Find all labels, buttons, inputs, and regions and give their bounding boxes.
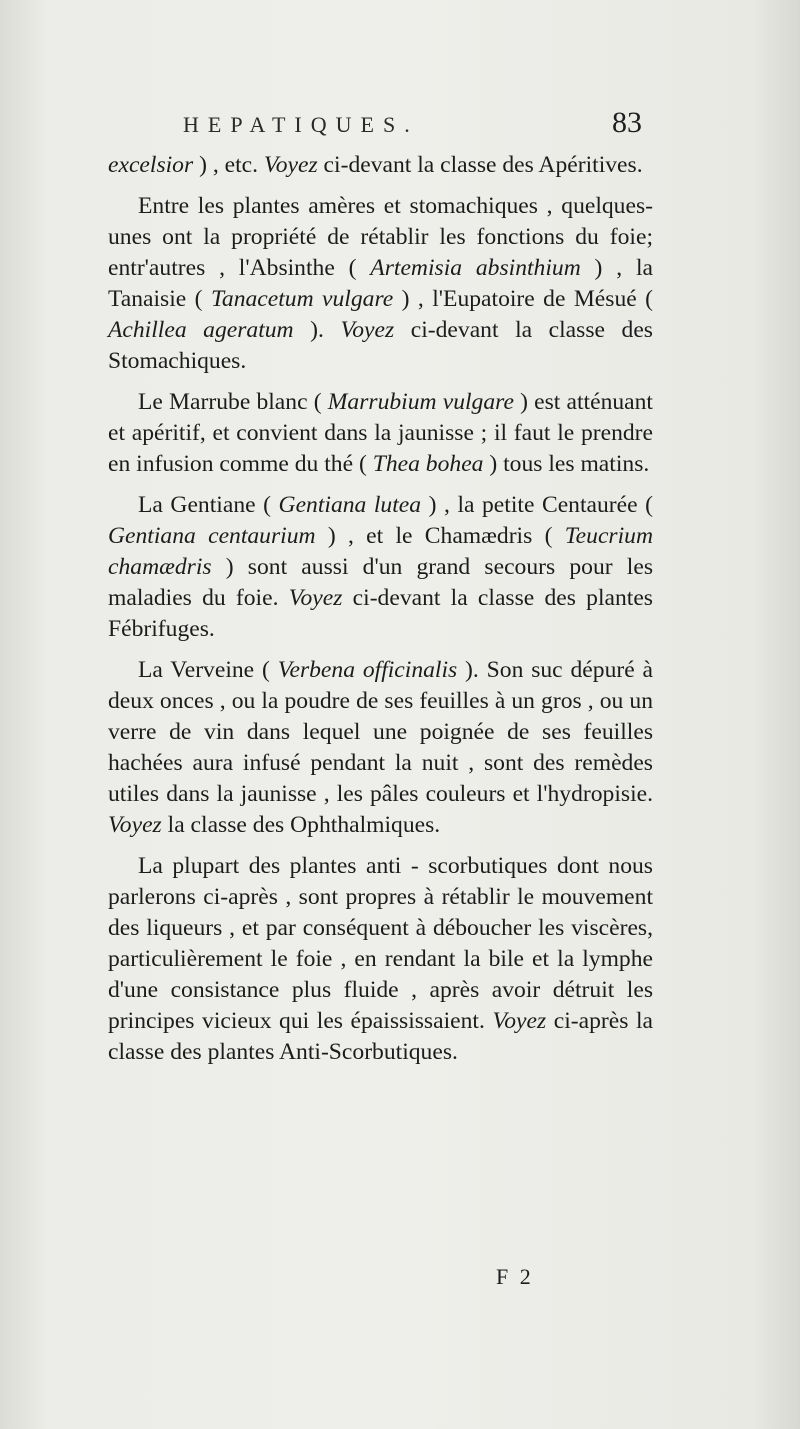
italic-term: Verbena officinalis [277,657,458,683]
italic-term: Marrubium vulgare [327,389,514,415]
text-run: ) , etc. [193,152,264,178]
italic-term: Gentiana lutea [278,492,422,518]
paragraph-gentiane [108,490,653,645]
italic-term: Achillea ageratum [108,317,294,343]
text-run: ) , la petite Centaurée ( [421,492,653,518]
text-run: ) sont aussi d'un grand secours pour les maladies du foie. [108,554,653,611]
paragraph-continuation [108,150,653,181]
italic-term: Gentiana centaurium [108,523,316,549]
italic-term: Voyez [340,317,395,343]
paragraph-marrube [108,387,653,480]
text-run: ). Son suc dépuré à deux onces , ou la poudre de ses feuilles à un gros , ou un verre de vin dans lequel une poignée de ses feuilles hachées aura infusé pendant la nuit , sont des remèdes utiles dans la jaunisse , les pâles couleurs et l'hydropisie. [108,657,654,807]
text-run: Entre les plantes amères et stomachiques , quelques-unes ont la propriété de rétablir les fonctions du foie; entr'autres , l'Absinthe ( [108,193,653,281]
text-run: la classe des Ophthalmiques. [161,812,441,838]
text-run: ci-devant la classe des Stomachiques. [108,317,653,374]
text-run: La Gentiane ( [138,492,279,518]
text-run: ci-après la classe des plantes Anti-Scorbutiques. [108,1008,653,1065]
text-run: ci-devant la classe des plantes Fébrifuges. [108,585,653,642]
italic-term: Voyez [263,152,318,178]
text-run: ) est atténuant et apéritif, et convient dans la jaunisse ; il faut le prendre en infusion comme du thé ( [108,389,653,477]
text-run: ). [293,317,341,343]
italic-term: excelsior [108,152,194,178]
text-run: ci-devant la classe des Apéritives. [317,152,643,178]
running-title: HEPATIQUES. [183,112,419,137]
italic-term: Voyez [288,585,343,611]
text-run: La plupart des plantes anti - scorbutiques dont nous parlerons ci-après , sont propres à rétablir le mouvement des liqueurs , et par conséquent à déboucher les viscères, particulièrement le foie , en rendant la bile et la lymphe d'une consistance plus fluide , après avoir détruit les principes vicieux qui les épaississaient. [108,853,653,1034]
body-text [108,150,653,1068]
paragraph-hepatic-bitters [108,191,653,377]
text-run: La Verveine ( [138,657,278,683]
text-run: ) tous les matins. [483,451,650,477]
paragraph-anti-scorbutiques [108,851,653,1068]
page-number: 83 [612,106,642,139]
italic-term: Artemisia absinthium [370,255,581,281]
italic-term: Voyez [492,1008,547,1034]
text-run: ) , et le Chamædris ( [315,523,565,549]
page-header [0,106,800,144]
italic-term: Voyez [108,812,162,838]
text-run: ) , l'Eupatoire de Mésué ( [393,286,653,312]
text-run: ) , la Tanaisie ( [108,255,653,312]
paragraph-verveine [108,655,653,841]
italic-term: Tanacetum vulgare [210,286,394,312]
text-run: Le Marrube blanc ( [138,389,328,415]
italic-term: Teucrium chamædris [108,523,653,580]
italic-term: Thea bohea [372,451,484,477]
signature-mark: F 2 [496,1264,534,1289]
